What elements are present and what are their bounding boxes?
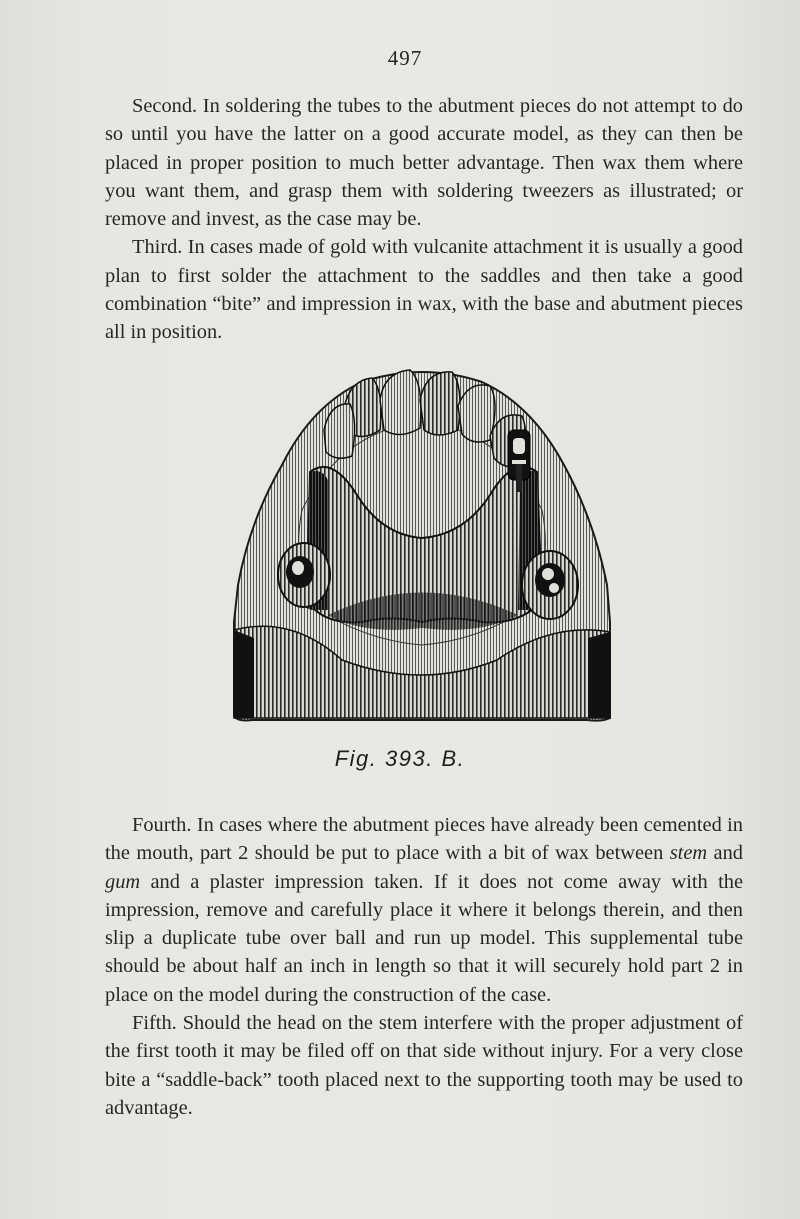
paragraph-third: Third. In cases made of gold with vulcanite attachment it is usually a good plan to first solder the attachment to the saddles and then take a good combination “bite” and impression in wax, with the base and abutment pieces all in position. [105,236,743,344]
paragraph-fifth: Fifth. Should the head on the stem interfere with the proper adjustment of the first tooth it may be filed off on that side without injury. For a very close bite a “saddle-back” tooth placed next to the supporting tooth may be used to advantage. [105,1012,743,1119]
paragraph-second: Second. In soldering the tubes to the abutment pieces do not attempt to do so until you have the latter on a good accurate model, as they can then be placed in proper position to much better advantage. Then wax them where you want them, and grasp them with soldering tweezers as illustrated; or remove and invest, as the case may be. [105,95,743,231]
dental-model-figure [232,360,612,730]
paragraph-fourth [105,811,743,1009]
word-gum: gum [105,870,141,893]
fourth-text-start: Fourth. In cases where the abutment pieces have already been cemented in the mouth, part 2 should be put to place with a bit of wax between [105,814,743,865]
base-shadow-left [234,630,254,718]
right-molar [522,551,578,619]
text-block-top [105,92,743,347]
text-block-bottom [105,811,743,1122]
left-molar [278,543,330,607]
word-stem: stem [669,842,708,865]
base-shadow-right [588,632,610,718]
page-number: 497 [387,46,423,70]
fourth-text-end: and a plaster impression taken. If it does not come away with the impression, remove and carefully place it where it belongs therein, and then slip a duplicate tube over ball and run up model. This supplemental tube should be about half an inch in length so that it will securely hold part 2 in place on the model during the construction of the case. [105,870,743,1006]
fourth-text-and: and [707,842,743,865]
figure-caption: Fig. 393. B. [334,746,466,771]
